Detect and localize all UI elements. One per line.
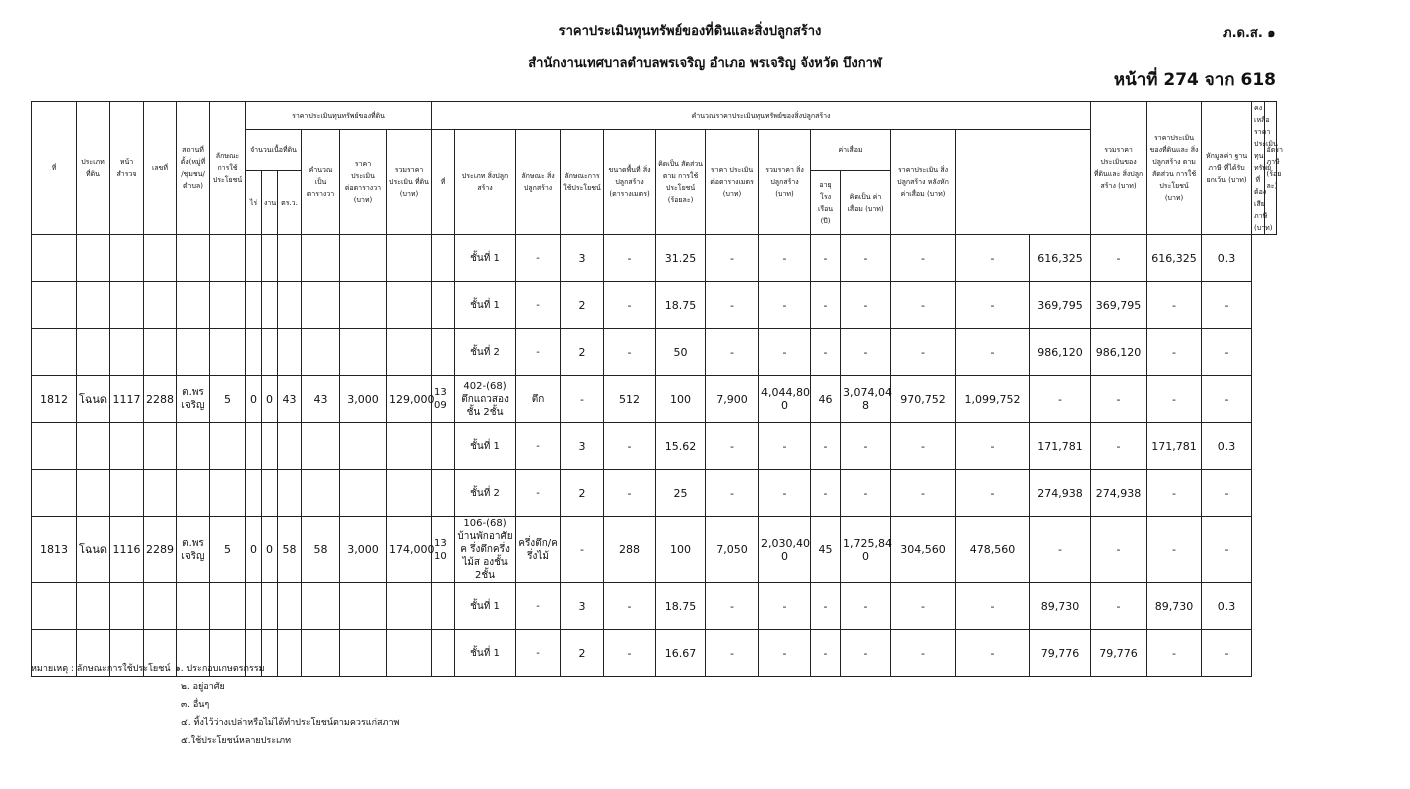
col-sqwa: ตร.ว. [278, 171, 302, 235]
cell-land-total [387, 470, 432, 517]
cell-bldg-usage: 3 [561, 423, 604, 470]
cell-bldg-usage: - [561, 376, 604, 423]
cell-bldg-ratio: 100 [656, 517, 706, 583]
cell-exemption: 274,938 [1091, 470, 1147, 517]
cell-sqwa [278, 282, 302, 329]
col-tax-rate: อัตราภาษี (ร้อยละ) [1264, 102, 1276, 235]
cell-usage [210, 470, 246, 517]
col-land-type: ประเภท ที่ดิน [77, 102, 110, 235]
cell-sqwa [278, 235, 302, 282]
cell-bldg-no [432, 423, 455, 470]
cell-bldg-ratio: 31.25 [656, 235, 706, 282]
cell-bldg-after-depr: - [891, 423, 956, 470]
cell-bldg-area: 288 [604, 517, 656, 583]
cell-depr-amount: - [841, 235, 891, 282]
cell-taxable: 171,781 [1147, 423, 1202, 470]
table-row [32, 235, 1277, 282]
cell-land-bldg-total: - [956, 329, 1030, 376]
table-row [32, 517, 1277, 583]
cell-taxable: - [1147, 517, 1202, 583]
cell-usage [210, 282, 246, 329]
cell-bldg-total: 4,044,80 0 [759, 376, 811, 423]
cell-bldg-ratio: 18.75 [656, 282, 706, 329]
cell-price-per-sqm: 7,050 [706, 517, 759, 583]
col-bldg-after-depr: ราคาประเมิน สิ่งปลูกสร้าง หลังหัก ค่าเสื่อม (บาท) [891, 130, 956, 235]
cell-age: - [811, 329, 841, 376]
cell-price-per-sqm: 7,900 [706, 376, 759, 423]
cell-bldg-area: - [604, 329, 656, 376]
col-price-per-sqm: ราคา ประเมิน ต่อตารางเมตร (บาท) [706, 130, 759, 235]
col-ngan: งาน [262, 171, 278, 235]
cell-ngan [262, 329, 278, 376]
cell-bldg-type: ชั้นที่ 2 [455, 329, 516, 376]
cell-usage: 5 [210, 376, 246, 423]
cell-bldg-char: - [516, 329, 561, 376]
cell-price-per-sqm: - [706, 423, 759, 470]
cell-bldg-after-depr: - [891, 235, 956, 282]
cell-price-per-sqwa [340, 470, 387, 517]
col-group-building: คำนวณราคาประเมินทุนทรัพย์ของสิ่งปลูกสร้าง [432, 102, 1091, 130]
cell-prop-value: 986,120 [1030, 329, 1091, 376]
cell-number: 2289 [144, 517, 177, 583]
cell-bldg-char: - [516, 282, 561, 329]
cell-land-type [77, 282, 110, 329]
cell-prop-value: 171,781 [1030, 423, 1091, 470]
table-row [32, 470, 1277, 517]
cell-price-per-sqwa: 3,000 [340, 376, 387, 423]
cell-exemption: 79,776 [1091, 630, 1147, 677]
cell-bldg-area: - [604, 235, 656, 282]
cell-bldg-usage: 2 [561, 282, 604, 329]
col-exemption: หักมูลค่า ฐานภาษี ที่ได้รับ ยกเว้น (บาท) [1202, 102, 1252, 235]
col-survey-page: หน้า สำรวจ [110, 102, 144, 235]
cell-location [177, 583, 210, 630]
cell-exemption: 986,120 [1091, 329, 1147, 376]
cell-bldg-total: 2,030,40 0 [759, 517, 811, 583]
cell-sqwa: 43 [278, 376, 302, 423]
cell-depr-amount: - [841, 583, 891, 630]
cell-land-type [77, 329, 110, 376]
table-row [32, 282, 1277, 329]
cell-taxable: - [1147, 630, 1202, 677]
col-bldg-usage: ลักษณะการ ใช้ประโยชน์ [561, 130, 604, 235]
note-item: ๕.ใช้ประโยชน์หลายประเภท [181, 736, 292, 746]
cell-depr-amount: - [841, 630, 891, 677]
cell-depr-amount: - [841, 329, 891, 376]
cell-land-bldg-total: 1,099,752 [956, 376, 1030, 423]
cell-bldg-no [432, 630, 455, 677]
cell-land-type [77, 235, 110, 282]
cell-ngan [262, 235, 278, 282]
cell-calc-sqwa [302, 583, 340, 630]
cell-prop-value: - [1030, 376, 1091, 423]
cell-no [32, 423, 77, 470]
cell-bldg-total: - [759, 329, 811, 376]
cell-bldg-total: - [759, 470, 811, 517]
cell-bldg-no [432, 470, 455, 517]
cell-land-bldg-total: - [956, 282, 1030, 329]
cell-land-total: 174,000 [387, 517, 432, 583]
cell-bldg-total: - [759, 583, 811, 630]
cell-survey-page [110, 423, 144, 470]
col-depr-amount: คิดเป็น ค่าเสื่อม (บาท) [841, 171, 891, 235]
cell-no [32, 470, 77, 517]
cell-land-type: โฉนด [77, 517, 110, 583]
cell-tax-rate: - [1202, 282, 1252, 329]
cell-survey-page [110, 329, 144, 376]
cell-price-per-sqm: - [706, 329, 759, 376]
cell-bldg-after-depr: - [891, 329, 956, 376]
cell-calc-sqwa [302, 423, 340, 470]
cell-land-total [387, 329, 432, 376]
cell-exemption: - [1091, 423, 1147, 470]
cell-no [32, 583, 77, 630]
cell-land-total [387, 423, 432, 470]
cell-bldg-usage: 2 [561, 630, 604, 677]
cell-bldg-type: ชั้นที่ 1 [455, 583, 516, 630]
note-item: ๑. ประกอบเกษตรกรรม [175, 664, 265, 674]
cell-number [144, 282, 177, 329]
cell-land-type: โฉนด [77, 376, 110, 423]
cell-bldg-usage: 3 [561, 583, 604, 630]
note-item: ๔. ทิ้งไว้ว่างเปล่าหรือไม่ได้ทำประโยชน์ตามควรแก่สภาพ [181, 718, 400, 728]
cell-age: 46 [811, 376, 841, 423]
cell-land-total [387, 282, 432, 329]
col-price-per-sqwa: ราคา ประเมิน ต่อตารางวา (บาท) [340, 130, 387, 235]
cell-no [32, 329, 77, 376]
office-name: สำนักงานเทศบาลตำบลพรเจริญ อำเภอ พรเจริญ จังหวัด บึงกาฬ [528, 56, 882, 71]
table-row [32, 423, 1277, 470]
cell-survey-page [110, 282, 144, 329]
col-bldg-type: ประเภท สิ่งปลูกสร้าง [455, 130, 516, 235]
cell-prop-value: 616,325 [1030, 235, 1091, 282]
notes-label: หมายเหตุ : ลักษณะการใช้ประโยชน์ [31, 664, 171, 674]
col-number: เลขที่ [144, 102, 177, 235]
cell-price-per-sqm: - [706, 282, 759, 329]
cell-depr-amount: 3,074,04 8 [841, 376, 891, 423]
cell-bldg-ratio: 16.67 [656, 630, 706, 677]
col-no: ที่ [32, 102, 77, 235]
cell-prop-value: - [1030, 517, 1091, 583]
cell-taxable: 616,325 [1147, 235, 1202, 282]
cell-bldg-usage: 2 [561, 329, 604, 376]
cell-number [144, 235, 177, 282]
cell-bldg-after-depr: - [891, 282, 956, 329]
cell-bldg-char: ตึก [516, 376, 561, 423]
cell-ngan: 0 [262, 517, 278, 583]
cell-exemption: 369,795 [1091, 282, 1147, 329]
cell-bldg-area: - [604, 423, 656, 470]
cell-bldg-type: ชั้นที่ 1 [455, 235, 516, 282]
col-land-total: รวมราคา ประเมิน ที่ดิน (บาท) [387, 130, 432, 235]
cell-bldg-area: - [604, 282, 656, 329]
cell-bldg-after-depr: - [891, 470, 956, 517]
col-taxable: คงเหลือ ราคาประเมิน ทุนทรัพย์ ที่ต้องเสียภาษี (บาท) [1252, 102, 1264, 235]
cell-number [144, 470, 177, 517]
cell-sqwa [278, 583, 302, 630]
table-row [32, 329, 1277, 376]
cell-exemption: - [1091, 376, 1147, 423]
col-bldg-area: ขนาดพื้นที่ สิ่งปลูกสร้าง (ตารางเมตร) [604, 130, 656, 235]
note-item: ๓. อื่นๆ [181, 700, 210, 710]
cell-bldg-no: 13 10 [432, 517, 455, 583]
cell-no: 1813 [32, 517, 77, 583]
cell-number [144, 583, 177, 630]
table-row [32, 376, 1277, 423]
cell-ngan: 0 [262, 376, 278, 423]
cell-prop-value: 274,938 [1030, 470, 1091, 517]
cell-prop-value: 369,795 [1030, 282, 1091, 329]
cell-bldg-total: - [759, 423, 811, 470]
cell-age: 45 [811, 517, 841, 583]
cell-rai [246, 235, 262, 282]
cell-price-per-sqwa [340, 583, 387, 630]
cell-sqwa [278, 470, 302, 517]
cell-bldg-ratio: 15.62 [656, 423, 706, 470]
cell-no: 1812 [32, 376, 77, 423]
cell-number [144, 329, 177, 376]
form-code: ภ.ด.ส. ๑ [1223, 26, 1276, 41]
cell-rai [246, 470, 262, 517]
cell-depr-amount: - [841, 423, 891, 470]
cell-depr-amount: - [841, 282, 891, 329]
table-body [32, 235, 1277, 677]
notes [31, 660, 399, 750]
col-bldg-char: ลักษณะ สิ่งปลูกสร้าง [516, 130, 561, 235]
cell-price-per-sqm: - [706, 630, 759, 677]
col-prop-value: ราคาประเมิน ของที่ดินและ สิ่งปลูกสร้าง ตามสัดส่วน การใช้ประโยชน์ (บาท) [1147, 102, 1202, 235]
cell-number: 2288 [144, 376, 177, 423]
cell-taxable: - [1147, 329, 1202, 376]
cell-land-bldg-total: - [956, 470, 1030, 517]
cell-bldg-no: 13 09 [432, 376, 455, 423]
cell-age: - [811, 423, 841, 470]
cell-calc-sqwa: 58 [302, 517, 340, 583]
cell-rai: 0 [246, 376, 262, 423]
cell-calc-sqwa [302, 470, 340, 517]
cell-survey-page [110, 235, 144, 282]
cell-bldg-type: ชั้นที่ 2 [455, 470, 516, 517]
cell-land-total [387, 235, 432, 282]
cell-bldg-ratio: 18.75 [656, 583, 706, 630]
cell-land-bldg-total: - [956, 583, 1030, 630]
document-title: ราคาประเมินทุนทรัพย์ของที่ดินและสิ่งปลูกสร้าง [558, 24, 822, 39]
cell-tax-rate: - [1202, 329, 1252, 376]
cell-ngan [262, 282, 278, 329]
cell-tax-rate: - [1202, 470, 1252, 517]
cell-bldg-after-depr: - [891, 583, 956, 630]
cell-taxable: - [1147, 282, 1202, 329]
cell-price-per-sqwa [340, 329, 387, 376]
cell-bldg-usage: 3 [561, 235, 604, 282]
cell-location [177, 470, 210, 517]
cell-land-type [77, 583, 110, 630]
cell-tax-rate: - [1202, 517, 1252, 583]
cell-age: - [811, 630, 841, 677]
cell-depr-amount: 1,725,84 0 [841, 517, 891, 583]
cell-calc-sqwa: 43 [302, 376, 340, 423]
cell-price-per-sqm: - [706, 235, 759, 282]
cell-age: - [811, 282, 841, 329]
col-location: สถานที่ ตั้ง(หมู่ที่ /ชุมชน/ ตำบล) [177, 102, 210, 235]
cell-exemption: - [1091, 583, 1147, 630]
cell-survey-page [110, 470, 144, 517]
col-calc-sqwa: คำนวณ เป็น ตารางวา [302, 130, 340, 235]
cell-bldg-char: - [516, 470, 561, 517]
cell-bldg-ratio: 25 [656, 470, 706, 517]
cell-depr-amount: - [841, 470, 891, 517]
cell-age: - [811, 583, 841, 630]
cell-bldg-area: - [604, 630, 656, 677]
cell-bldg-total: - [759, 282, 811, 329]
cell-usage: 5 [210, 517, 246, 583]
cell-rai [246, 583, 262, 630]
cell-sqwa [278, 423, 302, 470]
cell-bldg-after-depr: - [891, 630, 956, 677]
col-land-bldg-total: รวมราคา ประเมินของ ที่ดินและ สิ่งปลูกสร้าง (บาท) [1091, 102, 1147, 235]
col-group-depreciation: ค่าเสื่อม [811, 130, 891, 171]
cell-price-per-sqm: - [706, 470, 759, 517]
cell-usage [210, 235, 246, 282]
cell-bldg-total: - [759, 235, 811, 282]
cell-bldg-char: - [516, 423, 561, 470]
cell-survey-page: 1117 [110, 376, 144, 423]
cell-bldg-area: 512 [604, 376, 656, 423]
cell-bldg-after-depr: 304,560 [891, 517, 956, 583]
cell-bldg-ratio: 100 [656, 376, 706, 423]
cell-bldg-type: ชั้นที่ 1 [455, 282, 516, 329]
cell-price-per-sqm: - [706, 583, 759, 630]
cell-bldg-total: - [759, 630, 811, 677]
cell-ngan [262, 583, 278, 630]
cell-bldg-type: ชั้นที่ 1 [455, 630, 516, 677]
cell-price-per-sqwa [340, 423, 387, 470]
cell-number [144, 423, 177, 470]
cell-bldg-char: - [516, 583, 561, 630]
cell-tax-rate: 0.3 [1202, 235, 1252, 282]
col-age: อายุ โรงเรือน (ปี) [811, 171, 841, 235]
cell-no [32, 282, 77, 329]
cell-ngan [262, 470, 278, 517]
cell-taxable: - [1147, 376, 1202, 423]
cell-rai [246, 423, 262, 470]
cell-usage [210, 423, 246, 470]
cell-taxable: 89,730 [1147, 583, 1202, 630]
cell-bldg-area: - [604, 583, 656, 630]
cell-survey-page [110, 583, 144, 630]
cell-age: - [811, 470, 841, 517]
col-usage: ลักษณะ การใช้ ประโยชน์ [210, 102, 246, 235]
cell-land-bldg-total: - [956, 235, 1030, 282]
col-rai: ไร่ [246, 171, 262, 235]
cell-sqwa: 58 [278, 517, 302, 583]
cell-location [177, 329, 210, 376]
cell-calc-sqwa [302, 235, 340, 282]
cell-land-bldg-total: - [956, 630, 1030, 677]
cell-location [177, 423, 210, 470]
cell-no [32, 235, 77, 282]
cell-bldg-char: - [516, 630, 561, 677]
col-bldg-no: ที่ [432, 130, 455, 235]
cell-bldg-usage: - [561, 517, 604, 583]
cell-tax-rate: 0.3 [1202, 423, 1252, 470]
col-bldg-total: รวมราคา สิ่งปลูกสร้าง (บาท) [759, 130, 811, 235]
table-row [32, 583, 1277, 630]
cell-prop-value: 79,776 [1030, 630, 1091, 677]
note-item: ๒. อยู่อาศัย [181, 682, 225, 692]
cell-rai [246, 282, 262, 329]
cell-rai [246, 329, 262, 376]
page-info: หน้าที่ 274 จาก 618 [1113, 70, 1276, 90]
cell-location: ต.พร เจริญ [177, 376, 210, 423]
cell-prop-value: 89,730 [1030, 583, 1091, 630]
cell-sqwa [278, 329, 302, 376]
cell-bldg-type: 106-(68) บ้านพักอาศัยค รึ่งตึกครึ่งไม้ส องชั้น 2ชั้น [455, 517, 516, 583]
cell-age: - [811, 235, 841, 282]
cell-survey-page: 1116 [110, 517, 144, 583]
cell-land-bldg-total: 478,560 [956, 517, 1030, 583]
appraisal-table [31, 101, 1283, 677]
cell-price-per-sqwa [340, 282, 387, 329]
cell-location [177, 282, 210, 329]
col-group-area: จำนวนเนื้อที่ดิน [246, 130, 302, 171]
cell-ngan [262, 423, 278, 470]
cell-bldg-ratio: 50 [656, 329, 706, 376]
col-group-land: ราคาประเมินทุนทรัพย์ของที่ดิน [246, 102, 432, 130]
cell-bldg-after-depr: 970,752 [891, 376, 956, 423]
cell-bldg-no [432, 329, 455, 376]
cell-land-bldg-total: - [956, 423, 1030, 470]
cell-price-per-sqwa: 3,000 [340, 517, 387, 583]
cell-bldg-area: - [604, 470, 656, 517]
cell-tax-rate: - [1202, 630, 1252, 677]
cell-land-total [387, 583, 432, 630]
cell-bldg-no [432, 282, 455, 329]
cell-location: ต.พร เจริญ [177, 517, 210, 583]
cell-calc-sqwa [302, 282, 340, 329]
cell-bldg-type: 402-(68) ตึกแถวสองชั้น 2ชั้น [455, 376, 516, 423]
cell-bldg-no [432, 583, 455, 630]
cell-rai: 0 [246, 517, 262, 583]
cell-bldg-usage: 2 [561, 470, 604, 517]
cell-land-total: 129,000 [387, 376, 432, 423]
cell-tax-rate: 0.3 [1202, 583, 1252, 630]
cell-land-type [77, 423, 110, 470]
col-bldg-ratio: คิดเป็น สัดส่วนตาม การใช้ ประโยชน์ (ร้อยละ) [656, 130, 706, 235]
cell-bldg-char: - [516, 235, 561, 282]
cell-land-type [77, 470, 110, 517]
cell-usage [210, 583, 246, 630]
cell-bldg-type: ชั้นที่ 1 [455, 423, 516, 470]
cell-exemption: - [1091, 517, 1147, 583]
cell-calc-sqwa [302, 329, 340, 376]
cell-bldg-char: ครึ่งตึก/ค รึ่งไม้ [516, 517, 561, 583]
cell-tax-rate: - [1202, 376, 1252, 423]
cell-price-per-sqwa [340, 235, 387, 282]
cell-taxable: - [1147, 470, 1202, 517]
cell-location [177, 235, 210, 282]
cell-bldg-no [432, 235, 455, 282]
cell-exemption: - [1091, 235, 1147, 282]
cell-usage [210, 329, 246, 376]
